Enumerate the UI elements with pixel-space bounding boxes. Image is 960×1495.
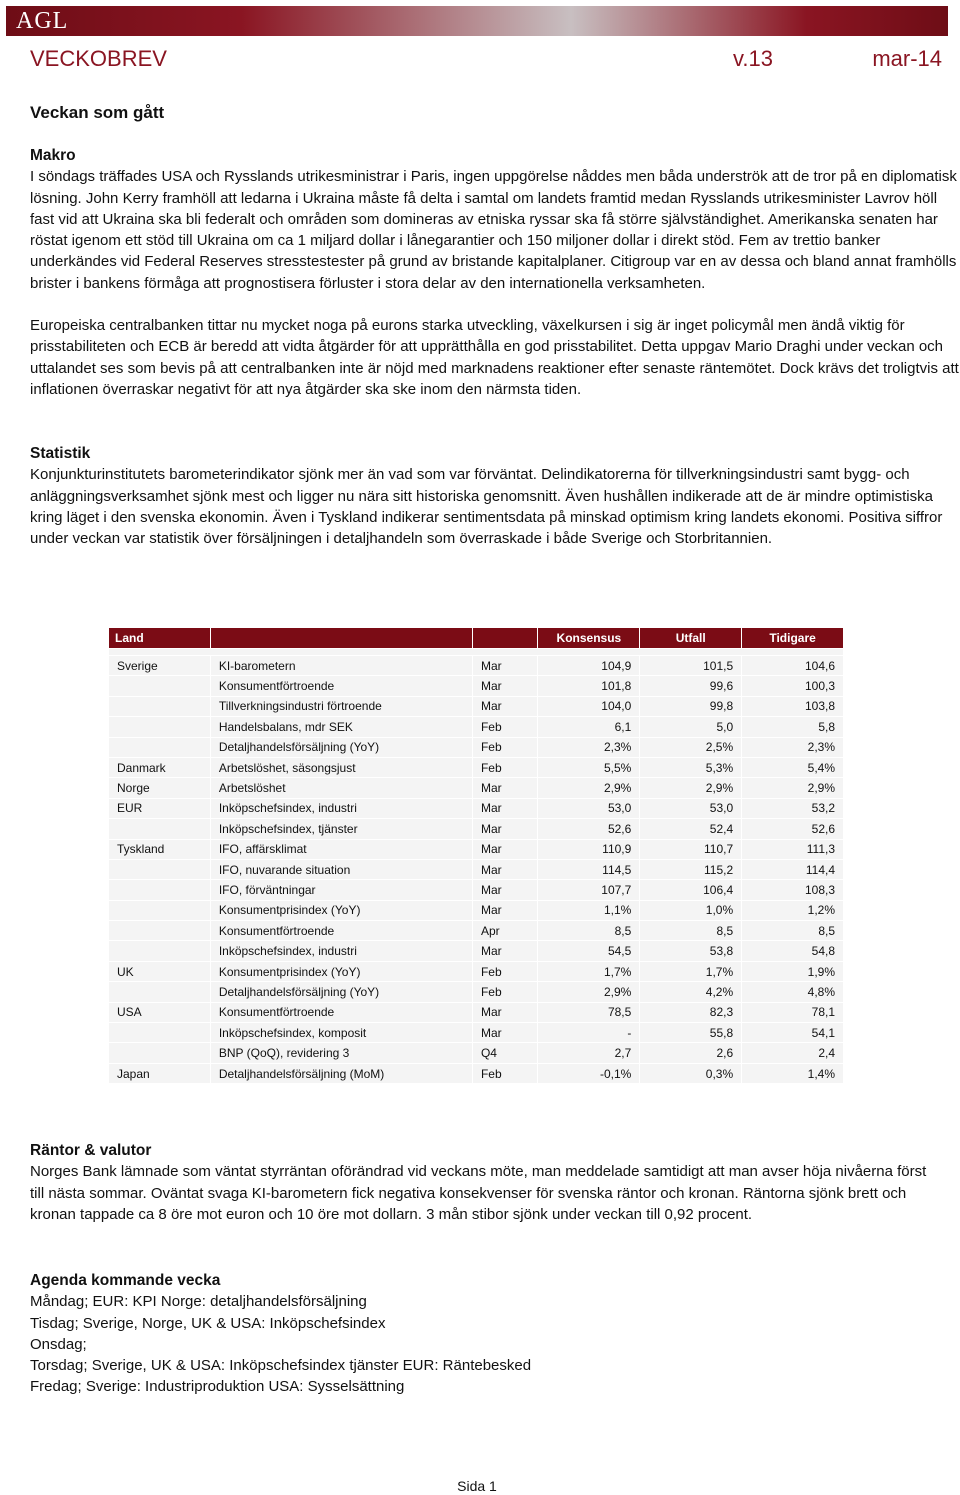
cell-utfall: 99,6	[640, 676, 742, 696]
document-title: VECKOBREV	[30, 46, 167, 71]
cell-tidigare: 114,4	[742, 859, 844, 879]
cell-utfall: 0,3%	[640, 1063, 742, 1083]
table-row	[109, 1043, 844, 1063]
header-konsensus: Konsensus	[538, 628, 640, 649]
cell-land	[109, 1043, 211, 1063]
cell-period: Mar	[472, 798, 538, 818]
cell-konsensus: 52,6	[538, 819, 640, 839]
cell-utfall: 106,4	[640, 880, 742, 900]
table-row	[109, 717, 844, 737]
cell-period: Mar	[472, 656, 538, 676]
statistik-paragraph: Konjunkturinstitutets barometerindikator sjönk mer än vad som var förväntat. Delindikatorerna för tillverkningsindustri samt bygg- och anläggningsverksamhet sjönk mest och ligger nu nära sitt historiska genomsnitt. Även hushållen indikerade att de är mindre optimistiska kring läget i den svenska ekonomin. Även i Tyskland indikerar sentimentsdata på minskad optimism kring landets ekonomi. Positiva siffror under veckan var statistik över försäljningen i detaljhandeln som överraskade i både Sverige och Storbritannien.	[30, 466, 943, 548]
cell-konsensus: 2,7	[538, 1043, 640, 1063]
agenda-friday: Fredag; Sverige: Industriproduktion USA: Sysselsättning	[30, 1378, 405, 1396]
cell-utfall: 5,3%	[640, 757, 742, 777]
cell-period: Mar	[472, 839, 538, 859]
cell-tidigare: 108,3	[742, 880, 844, 900]
cell-indicator: Arbetslöshet, säsongsjust	[210, 757, 472, 777]
cell-period: Feb	[472, 757, 538, 777]
cell-utfall: 53,0	[640, 798, 742, 818]
cell-konsensus: 53,0	[538, 798, 640, 818]
cell-utfall: 53,8	[640, 941, 742, 961]
cell-utfall: 110,7	[640, 839, 742, 859]
agl-logo: AGL	[16, 8, 69, 34]
statistik-heading: Statistik	[30, 445, 91, 462]
table-row	[109, 941, 844, 961]
cell-period: Feb	[472, 737, 538, 757]
cell-konsensus: -0,1%	[538, 1063, 640, 1083]
cell-indicator: Inköpschefsindex, industri	[210, 941, 472, 961]
cell-konsensus: 2,9%	[538, 778, 640, 798]
cell-tidigare: 103,8	[742, 696, 844, 716]
cell-utfall: 8,5	[640, 921, 742, 941]
cell-tidigare: 1,2%	[742, 900, 844, 920]
cell-indicator: Inköpschefsindex, komposit	[210, 1023, 472, 1043]
cell-indicator: BNP (QoQ), revidering 3	[210, 1043, 472, 1063]
cell-land: Tyskland	[109, 839, 211, 859]
cell-konsensus: 114,5	[538, 859, 640, 879]
cell-utfall: 99,8	[640, 696, 742, 716]
cell-period: Feb	[472, 1063, 538, 1083]
week-heading: Veckan som gått	[30, 103, 165, 122]
cell-land: Japan	[109, 1063, 211, 1083]
issue-date: mar-14	[872, 46, 942, 71]
table-header-row	[109, 628, 844, 649]
cell-utfall: 115,2	[640, 859, 742, 879]
cell-utfall: 4,2%	[640, 982, 742, 1002]
table-row	[109, 778, 844, 798]
cell-konsensus: 1,1%	[538, 900, 640, 920]
cell-period: Feb	[472, 717, 538, 737]
cell-tidigare: 5,8	[742, 717, 844, 737]
cell-period: Apr	[472, 921, 538, 941]
cell-indicator: Tillverkningsindustri förtroende	[210, 696, 472, 716]
agenda-heading: Agenda kommande vecka	[30, 1272, 221, 1289]
makro-heading: Makro	[30, 147, 76, 164]
cell-indicator: Detaljhandelsförsäljning (YoY)	[210, 737, 472, 757]
table-row	[109, 1002, 844, 1022]
cell-utfall: 52,4	[640, 819, 742, 839]
cell-tidigare: 111,3	[742, 839, 844, 859]
cell-utfall: 55,8	[640, 1023, 742, 1043]
cell-indicator: IFO, affärsklimat	[210, 839, 472, 859]
rantor-paragraph: Norges Bank lämnade som väntat styrräntan oförändrad vid veckans möte, man meddelade samtidigt att man avser höja nivåerna först till nästa sommar. Oväntat svaga KI-barometern fick negativa konsekvenser för svenska räntor och kronan. Räntorna sjönk brett och kronan tappade ca 8 öre mot euron och 10 öre mot dollarn. 3 mån stibor sjönk under veckan till 0,92 procent.	[30, 1163, 927, 1223]
cell-land	[109, 676, 211, 696]
cell-indicator: Konsumentprisindex (YoY)	[210, 961, 472, 981]
cell-land: Norge	[109, 778, 211, 798]
cell-utfall: 1,7%	[640, 961, 742, 981]
cell-land	[109, 921, 211, 941]
cell-period: Mar	[472, 819, 538, 839]
cell-indicator: Detaljhandelsförsäljning (YoY)	[210, 982, 472, 1002]
cell-tidigare: 54,8	[742, 941, 844, 961]
cell-indicator: Inköpschefsindex, tjänster	[210, 819, 472, 839]
cell-tidigare: 5,4%	[742, 757, 844, 777]
agenda-monday: Måndag; EUR: KPI Norge: detaljhandelsförsäljning	[30, 1293, 367, 1311]
cell-indicator: Handelsbalans, mdr SEK	[210, 717, 472, 737]
cell-tidigare: 104,6	[742, 656, 844, 676]
table-spacer	[109, 649, 844, 656]
table-row	[109, 737, 844, 757]
table-row	[109, 961, 844, 981]
page-number: Sida 1	[457, 1478, 497, 1494]
cell-indicator: Inköpschefsindex, industri	[210, 798, 472, 818]
cell-konsensus: 104,0	[538, 696, 640, 716]
cell-utfall: 2,6	[640, 1043, 742, 1063]
header-land: Land	[109, 628, 211, 649]
cell-indicator: Konsumentförtroende	[210, 921, 472, 941]
table-row	[109, 859, 844, 879]
table-row	[109, 880, 844, 900]
title-row	[30, 46, 942, 76]
cell-period: Mar	[472, 880, 538, 900]
cell-tidigare: 2,9%	[742, 778, 844, 798]
cell-utfall: 101,5	[640, 656, 742, 676]
cell-konsensus: 104,9	[538, 656, 640, 676]
cell-indicator: Konsumentprisindex (YoY)	[210, 900, 472, 920]
cell-tidigare: 2,3%	[742, 737, 844, 757]
agenda-section	[30, 1270, 960, 1398]
cell-land: Danmark	[109, 757, 211, 777]
cell-tidigare: 78,1	[742, 1002, 844, 1022]
cell-period: Mar	[472, 676, 538, 696]
cell-period: Mar	[472, 778, 538, 798]
table-body	[109, 649, 844, 1084]
cell-tidigare: 53,2	[742, 798, 844, 818]
cell-land	[109, 900, 211, 920]
cell-period: Mar	[472, 1002, 538, 1022]
cell-period: Q4	[472, 1043, 538, 1063]
table-row	[109, 676, 844, 696]
cell-tidigare: 100,3	[742, 676, 844, 696]
table-row	[109, 696, 844, 716]
agenda-thursday: Torsdag; Sverige, UK & USA: Inköpschefsindex tjänster EUR: Räntebesked	[30, 1357, 532, 1375]
table-row	[109, 1063, 844, 1083]
header-utfall: Utfall	[640, 628, 742, 649]
cell-konsensus: -	[538, 1023, 640, 1043]
table-row	[109, 839, 844, 859]
table-row	[109, 982, 844, 1002]
cell-indicator: Detaljhandelsförsäljning (MoM)	[210, 1063, 472, 1083]
header-banner	[6, 6, 948, 36]
table-row	[109, 757, 844, 777]
header-indicator	[210, 628, 472, 649]
cell-utfall: 2,5%	[640, 737, 742, 757]
cell-land: USA	[109, 1002, 211, 1022]
cell-land: UK	[109, 961, 211, 981]
cell-tidigare: 1,4%	[742, 1063, 844, 1083]
table-row	[109, 656, 844, 676]
cell-konsensus: 2,9%	[538, 982, 640, 1002]
cell-land	[109, 696, 211, 716]
cell-period: Mar	[472, 696, 538, 716]
cell-konsensus: 5,5%	[538, 757, 640, 777]
cell-period: Mar	[472, 1023, 538, 1043]
agenda-tuesday: Tisdag; Sverige, Norge, UK & USA: Inköpschefsindex	[30, 1314, 386, 1332]
cell-indicator: IFO, förväntningar	[210, 880, 472, 900]
table-row	[109, 798, 844, 818]
cell-tidigare: 1,9%	[742, 961, 844, 981]
cell-utfall: 5,0	[640, 717, 742, 737]
table-row	[109, 819, 844, 839]
cell-land	[109, 859, 211, 879]
cell-indicator: Konsumentförtroende	[210, 1002, 472, 1022]
cell-indicator: Konsumentförtroende	[210, 676, 472, 696]
cell-land	[109, 1023, 211, 1043]
cell-land	[109, 880, 211, 900]
cell-land: EUR	[109, 798, 211, 818]
cell-land	[109, 982, 211, 1002]
cell-tidigare: 8,5	[742, 921, 844, 941]
week-number: v.13	[733, 46, 773, 71]
makro-section	[30, 145, 960, 400]
cell-indicator: IFO, nuvarande situation	[210, 859, 472, 879]
statistik-section	[30, 443, 960, 549]
cell-land	[109, 717, 211, 737]
cell-tidigare: 54,1	[742, 1023, 844, 1043]
makro-paragraph-1: I söndags träffades USA och Rysslands utrikesministrar i Paris, ingen uppgörelse nåddes men båda underströk att de tror på en diplomatisk lösning. John Kerry framhöll att ledarna i Ukraina måste få delta i samtal om landets framtid medan Rysslands utrikesminister Lavrov höll fast vid att Ukraina ska bli federalt och områden som domineras av etniska ryssar ska få större självständighet. Amerikanska senaten har röstat igenom ett stöd till Ukraina om ca 1 miljard dollar i lånegarantier och 150 miljoner dollar i direkt stöd. Fem av trettio banker underkändes vid Federal Reserves stresstestester på grund av bristande kapitalplaner. Citigroup var en av dessa och bland annat framhölls brister i bankens förmåga att prognostisera förluster i stora delar av den internationella verksamheten.	[30, 168, 957, 292]
cell-konsensus: 78,5	[538, 1002, 640, 1022]
cell-period: Mar	[472, 900, 538, 920]
cell-land	[109, 819, 211, 839]
table-row	[109, 1023, 844, 1043]
statistics-table	[108, 627, 844, 1084]
cell-utfall: 1,0%	[640, 900, 742, 920]
rantor-heading: Räntor & valutor	[30, 1142, 152, 1159]
cell-period: Mar	[472, 941, 538, 961]
cell-tidigare: 52,6	[742, 819, 844, 839]
cell-utfall: 2,9%	[640, 778, 742, 798]
cell-tidigare: 4,8%	[742, 982, 844, 1002]
cell-konsensus: 8,5	[538, 921, 640, 941]
agenda-wednesday: Onsdag;	[30, 1335, 87, 1353]
cell-period: Feb	[472, 982, 538, 1002]
cell-konsensus: 2,3%	[538, 737, 640, 757]
cell-period: Mar	[472, 859, 538, 879]
header-period	[472, 628, 538, 649]
header-tidigare: Tidigare	[742, 628, 844, 649]
cell-land	[109, 737, 211, 757]
cell-tidigare: 2,4	[742, 1043, 844, 1063]
cell-land: Sverige	[109, 656, 211, 676]
cell-konsensus: 6,1	[538, 717, 640, 737]
cell-utfall: 82,3	[640, 1002, 742, 1022]
cell-indicator: KI-barometern	[210, 656, 472, 676]
rantor-section	[30, 1140, 940, 1225]
cell-period: Feb	[472, 961, 538, 981]
cell-konsensus: 110,9	[538, 839, 640, 859]
cell-konsensus: 107,7	[538, 880, 640, 900]
cell-konsensus: 1,7%	[538, 961, 640, 981]
cell-indicator: Arbetslöshet	[210, 778, 472, 798]
makro-paragraph-2: Europeiska centralbanken tittar nu mycket noga på eurons starka utveckling, växelkursen i sig är inget policymål men ändå viktig för prisstabiliteten och ECB är beredd att vidta åtgärder för att upprätthålla en god prisstabilitet. Detta uppgav Mario Draghi under veckan och uttalandet ses som bevis på att centralbanken inte är nöjd med marknadens reaktioner efter senaste räntemötet. Dock krävs det troligtvis att inflationen överraskar negativt för att nya åtgärder ska ske inom den närmsta tiden.	[30, 317, 959, 398]
cell-land	[109, 941, 211, 961]
cell-konsensus: 54,5	[538, 941, 640, 961]
cell-konsensus: 101,8	[538, 676, 640, 696]
table-row	[109, 921, 844, 941]
table-row	[109, 900, 844, 920]
